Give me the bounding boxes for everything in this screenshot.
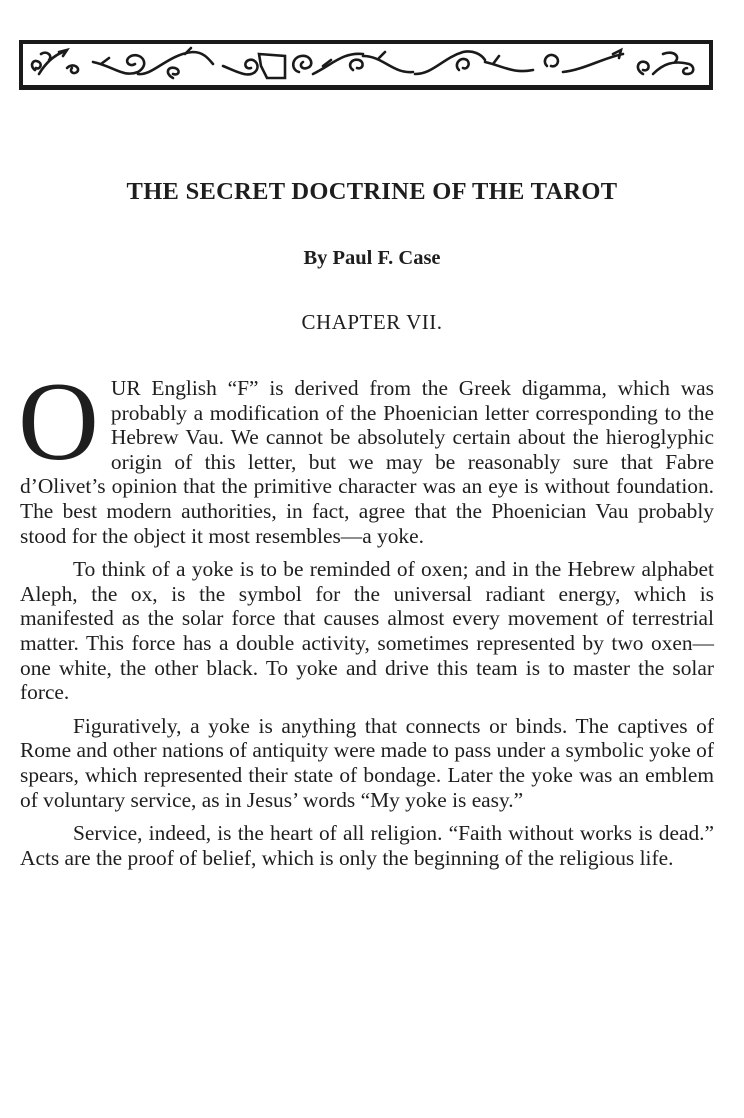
- chapter-heading: CHAPTER VII.: [301, 310, 443, 334]
- article-body: [18, 360, 714, 879]
- author-byline: By Paul F. Case: [303, 247, 441, 269]
- paragraph-4: Service, indeed, is the heart of all religion. “Faith without works is dead.” Acts are the proof of belief, which is only the beginning of the religious life.: [20, 821, 714, 870]
- paragraph-2: To think of a yoke is to be reminded of oxen; and in the Hebrew alphabet Aleph, the ox, is the symbol for the universal radiant energy, which is manifested as the solar force that causes almost every movement of terrestrial matter. This force has a double activity, sometimes represented by two oxen—one white, the other black. To yoke and drive this team is to master the solar force.: [20, 557, 714, 705]
- header-ornament-border: [19, 40, 713, 90]
- paragraph-1: [18, 360, 714, 548]
- article-title: THE SECRET DOCTRINE OF THE TAROT: [126, 178, 618, 205]
- paragraph-3: Figuratively, a yoke is anything that connects or binds. The captives of Rome and other nations of antiquity were made to pass under a symbolic yoke of spears, which represented their state of bondage. Later the yoke was an emblem of voluntary service, as in Jesus’ words “My yoke is easy.”: [20, 713, 714, 812]
- paragraph-1-text: UR English “F” is derived from the Greek digamma, which was probably a modification of the Phoenician letter corresponding to the Hebrew Vau. We cannot be absolutely certain about the hieroglyphic origin of this letter, but we may be reasonably sure that Fabre d’Olivet’s opinion that the primitive character was an eye is without foundation. The best modern authorities, in fact, agree that the Phoenician Vau probably stood for the object it most resembles—a yoke.: [20, 376, 714, 548]
- drop-cap-letter: O: [18, 360, 99, 484]
- scroll-vine-ornament-icon: [23, 44, 709, 85]
